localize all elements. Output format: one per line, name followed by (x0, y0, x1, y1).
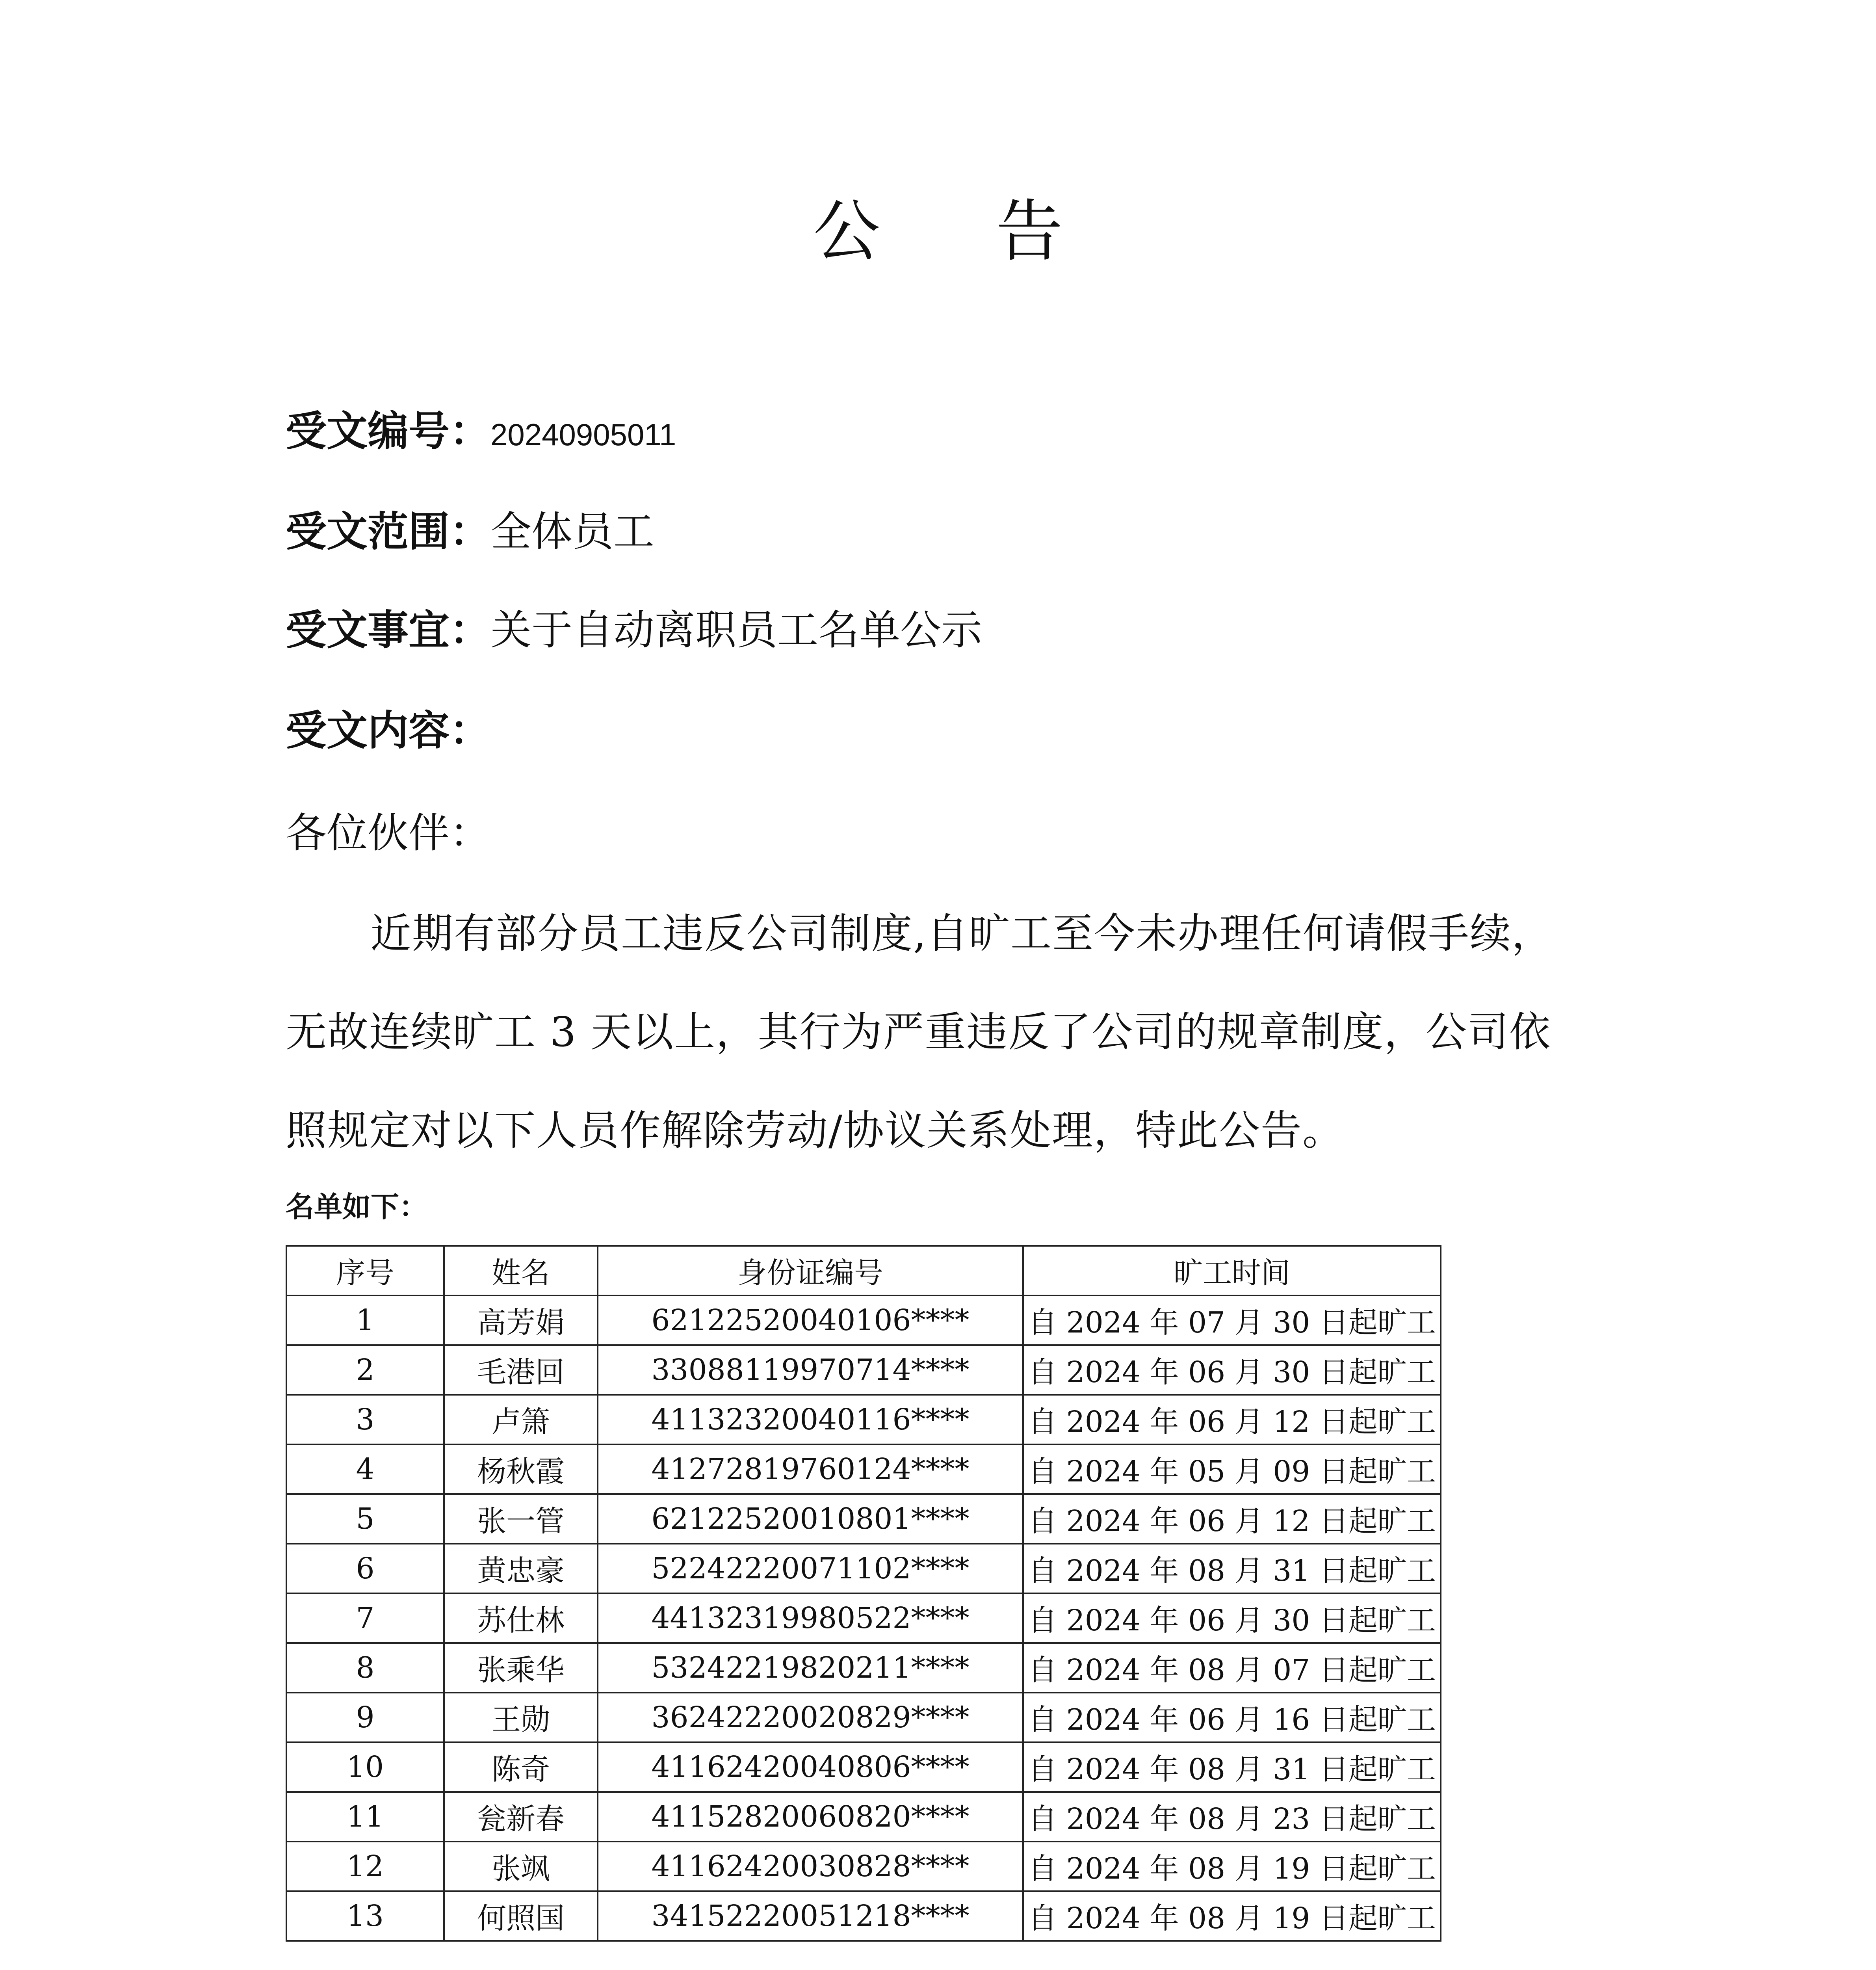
header-index: 序号 (286, 1246, 444, 1295)
cell-absence-time: 自 2024 年 06 月 12 日起旷工 (1023, 1395, 1441, 1444)
cell-id-number: 52242220071102**** (598, 1544, 1023, 1593)
cell-name: 瓮新春 (444, 1792, 598, 1842)
meta-content (286, 697, 490, 756)
meta-number-label: 受文编号： (286, 407, 491, 455)
cell-id-number: 34152220051218**** (598, 1891, 1023, 1941)
cell-index: 12 (286, 1842, 444, 1891)
table-row (286, 1643, 1441, 1693)
cell-index: 13 (286, 1891, 444, 1941)
cell-index: 6 (286, 1544, 444, 1593)
cell-index: 1 (286, 1295, 444, 1345)
meta-scope-value: 全体员工 (490, 507, 655, 556)
table-header-row (286, 1246, 1441, 1295)
cell-index: 7 (286, 1593, 444, 1643)
cell-id-number: 53242219820211**** (598, 1643, 1023, 1693)
cell-id-number: 33088119970714**** (598, 1345, 1023, 1395)
table-row (286, 1395, 1441, 1444)
cell-index: 9 (286, 1693, 444, 1742)
meta-number (286, 398, 676, 457)
cell-name: 张飒 (444, 1842, 598, 1891)
cell-id-number: 41162420030828**** (598, 1842, 1023, 1891)
roster-table (286, 1245, 1441, 1942)
header-id-number: 身份证编号 (598, 1246, 1023, 1295)
cell-index: 8 (286, 1643, 444, 1693)
meta-subject-value: 关于自动离职员工名单公示 (490, 606, 983, 654)
table-row (286, 1544, 1441, 1593)
table-row (286, 1891, 1441, 1941)
list-label: 名单如下： (286, 1190, 428, 1223)
cell-id-number: 44132319980522**** (598, 1593, 1023, 1643)
cell-name: 张乘华 (444, 1643, 598, 1693)
roster-body (286, 1295, 1441, 1941)
table-row (286, 1742, 1441, 1792)
meta-scope (286, 498, 654, 558)
table-row (286, 1444, 1441, 1494)
cell-absence-time: 自 2024 年 06 月 30 日起旷工 (1023, 1345, 1441, 1395)
cell-absence-time: 自 2024 年 07 月 30 日起旷工 (1023, 1295, 1441, 1345)
cell-id-number: 41152820060820**** (598, 1792, 1023, 1842)
body-line-1: 近期有部分员工违反公司制度,自旷工至今未办理任何请假手续， (370, 909, 1554, 957)
table-row (286, 1593, 1441, 1643)
table-row (286, 1345, 1441, 1395)
cell-index: 3 (286, 1395, 444, 1444)
body-line-2: 无故连续旷工 3 天以上，其行为严重违反了公司的规章制度，公司依 (286, 1008, 1551, 1056)
cell-absence-time: 自 2024 年 05 月 09 日起旷工 (1023, 1444, 1441, 1494)
cell-name: 王勋 (444, 1693, 598, 1742)
cell-absence-time: 自 2024 年 08 月 23 日起旷工 (1023, 1792, 1441, 1842)
cell-id-number: 62122520010801**** (598, 1494, 1023, 1544)
cell-absence-time: 自 2024 年 08 月 07 日起旷工 (1023, 1643, 1441, 1693)
cell-absence-time: 自 2024 年 08 月 19 日起旷工 (1023, 1842, 1441, 1891)
cell-name: 毛港回 (444, 1345, 598, 1395)
cell-index: 5 (286, 1494, 444, 1544)
cell-name: 张一管 (444, 1494, 598, 1544)
document-title: 公 告 (813, 193, 1111, 271)
meta-subject (286, 597, 982, 656)
cell-index: 11 (286, 1792, 444, 1842)
body-line-3: 照规定对以下人员作解除劳动/协议关系处理，特此公告。 (286, 1106, 1345, 1154)
cell-index: 2 (286, 1345, 444, 1395)
table-row (286, 1494, 1441, 1544)
cell-name: 何照国 (444, 1891, 598, 1941)
cell-id-number: 36242220020829**** (598, 1693, 1023, 1742)
header-absence-time: 旷工时间 (1023, 1246, 1441, 1295)
meta-scope-label: 受文范围： (286, 507, 491, 556)
cell-absence-time: 自 2024 年 06 月 16 日起旷工 (1023, 1693, 1441, 1742)
cell-id-number: 62122520040106**** (598, 1295, 1023, 1345)
cell-name: 黄忠豪 (444, 1544, 598, 1593)
meta-subject-label: 受文事宜： (286, 606, 491, 654)
greeting: 各位伙伴： (286, 809, 491, 857)
cell-name: 杨秋霞 (444, 1444, 598, 1494)
table-row (286, 1295, 1441, 1345)
cell-id-number: 41272819760124**** (598, 1444, 1023, 1494)
cell-index: 4 (286, 1444, 444, 1494)
cell-name: 卢箫 (444, 1395, 598, 1444)
cell-name: 高芳娟 (444, 1295, 598, 1345)
cell-absence-time: 自 2024 年 08 月 31 日起旷工 (1023, 1742, 1441, 1792)
meta-number-value: 20240905011 (490, 417, 676, 452)
table-row (286, 1693, 1441, 1742)
meta-content-label: 受文内容： (286, 706, 491, 755)
header-name: 姓名 (444, 1246, 598, 1295)
cell-name: 苏仕林 (444, 1593, 598, 1643)
company-seal (1095, 1962, 1544, 1970)
cell-name: 陈奇 (444, 1742, 598, 1792)
cell-index: 10 (286, 1742, 444, 1792)
table-row (286, 1792, 1441, 1842)
table-row (286, 1842, 1441, 1891)
cell-absence-time: 自 2024 年 06 月 30 日起旷工 (1023, 1593, 1441, 1643)
cell-absence-time: 自 2024 年 08 月 19 日起旷工 (1023, 1891, 1441, 1941)
cell-absence-time: 自 2024 年 08 月 31 日起旷工 (1023, 1544, 1441, 1593)
cell-id-number: 41162420040806**** (598, 1742, 1023, 1792)
cell-absence-time: 自 2024 年 06 月 12 日起旷工 (1023, 1494, 1441, 1544)
cell-id-number: 41132320040116**** (598, 1395, 1023, 1444)
